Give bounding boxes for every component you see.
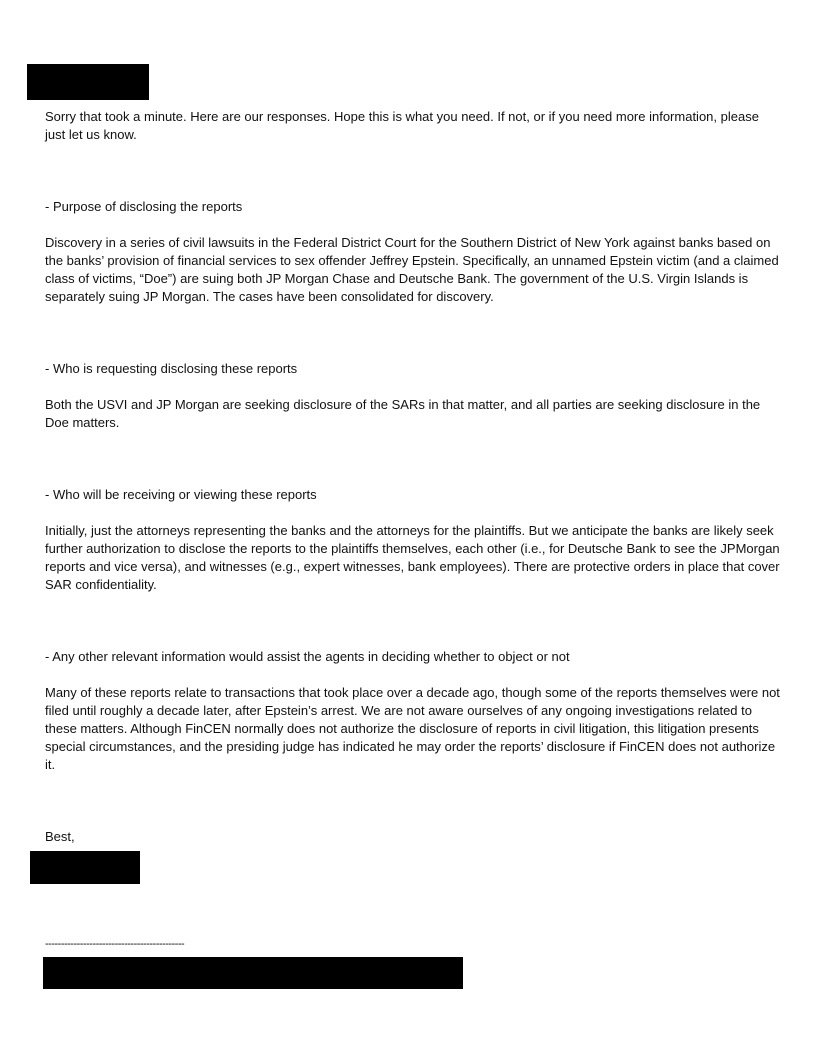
section-heading-requester: - Who is requesting disclosing these reports bbox=[45, 361, 298, 376]
section-heading-other-info: - Any other relevant information would assist the agents in deciding whether to object or not bbox=[45, 649, 570, 664]
intro-paragraph: Sorry that took a minute. Here are our responses. Hope this is what you need. If not, or if you need more information, please just let us know. bbox=[45, 109, 759, 142]
section-body-requester: Both the USVI and JP Morgan are seeking disclosure of the SARs in that matter, and all parties are seeking disclosure in the Doe matters. bbox=[45, 397, 761, 430]
section-body-other-info: Many of these reports relate to transactions that took place over a decade ago, though some of the reports themselves were not filed until roughly a decade later, after Epstein’s arrest. We are not aware ourselves of any ongoing investigations related to these matters. Although FinCEN normally does not authorize the disclosure of reports in civil litigation, this litigation presents special circumstances, and the presiding judge has indicated he may order the reports’ disclosure if FinCEN does not authorize it. bbox=[45, 685, 780, 772]
redaction-forwarded-header bbox=[43, 957, 463, 989]
section-heading-recipients: - Who will be receiving or viewing these reports bbox=[45, 487, 317, 502]
signoff: Best, bbox=[45, 829, 75, 844]
redaction-sender bbox=[30, 851, 140, 884]
separator-line: -------------------------------------------- bbox=[45, 938, 185, 950]
section-body-purpose: Discovery in a series of civil lawsuits in the Federal District Court for the Southern District of New York against banks based on the banks’ provision of financial services to sex offender Jeffrey Epstein. Specifically, an unnamed Epstein victim (and a claimed class of victims, “Doe”) are suing both JP Morgan Chase and Deutsche Bank. The government of the U.S. Virgin Islands is separately suing JP Morgan. The cases have been consolidated for discovery. bbox=[45, 235, 779, 304]
section-body-recipients: Initially, just the attorneys representing the banks and the attorneys for the plaintiffs. But we anticipate the banks are likely seek further authorization to disclose the reports to the plaintiffs themselves, each other (i.e., for Deutsche Bank to see the JPMorgan reports and vice versa), and witnesses (e.g., expert witnesses, bank employees). There are protective orders in place that cover SAR confidentiality. bbox=[45, 523, 780, 592]
redaction-recipient bbox=[27, 64, 149, 100]
section-heading-purpose: - Purpose of disclosing the reports bbox=[45, 199, 243, 214]
